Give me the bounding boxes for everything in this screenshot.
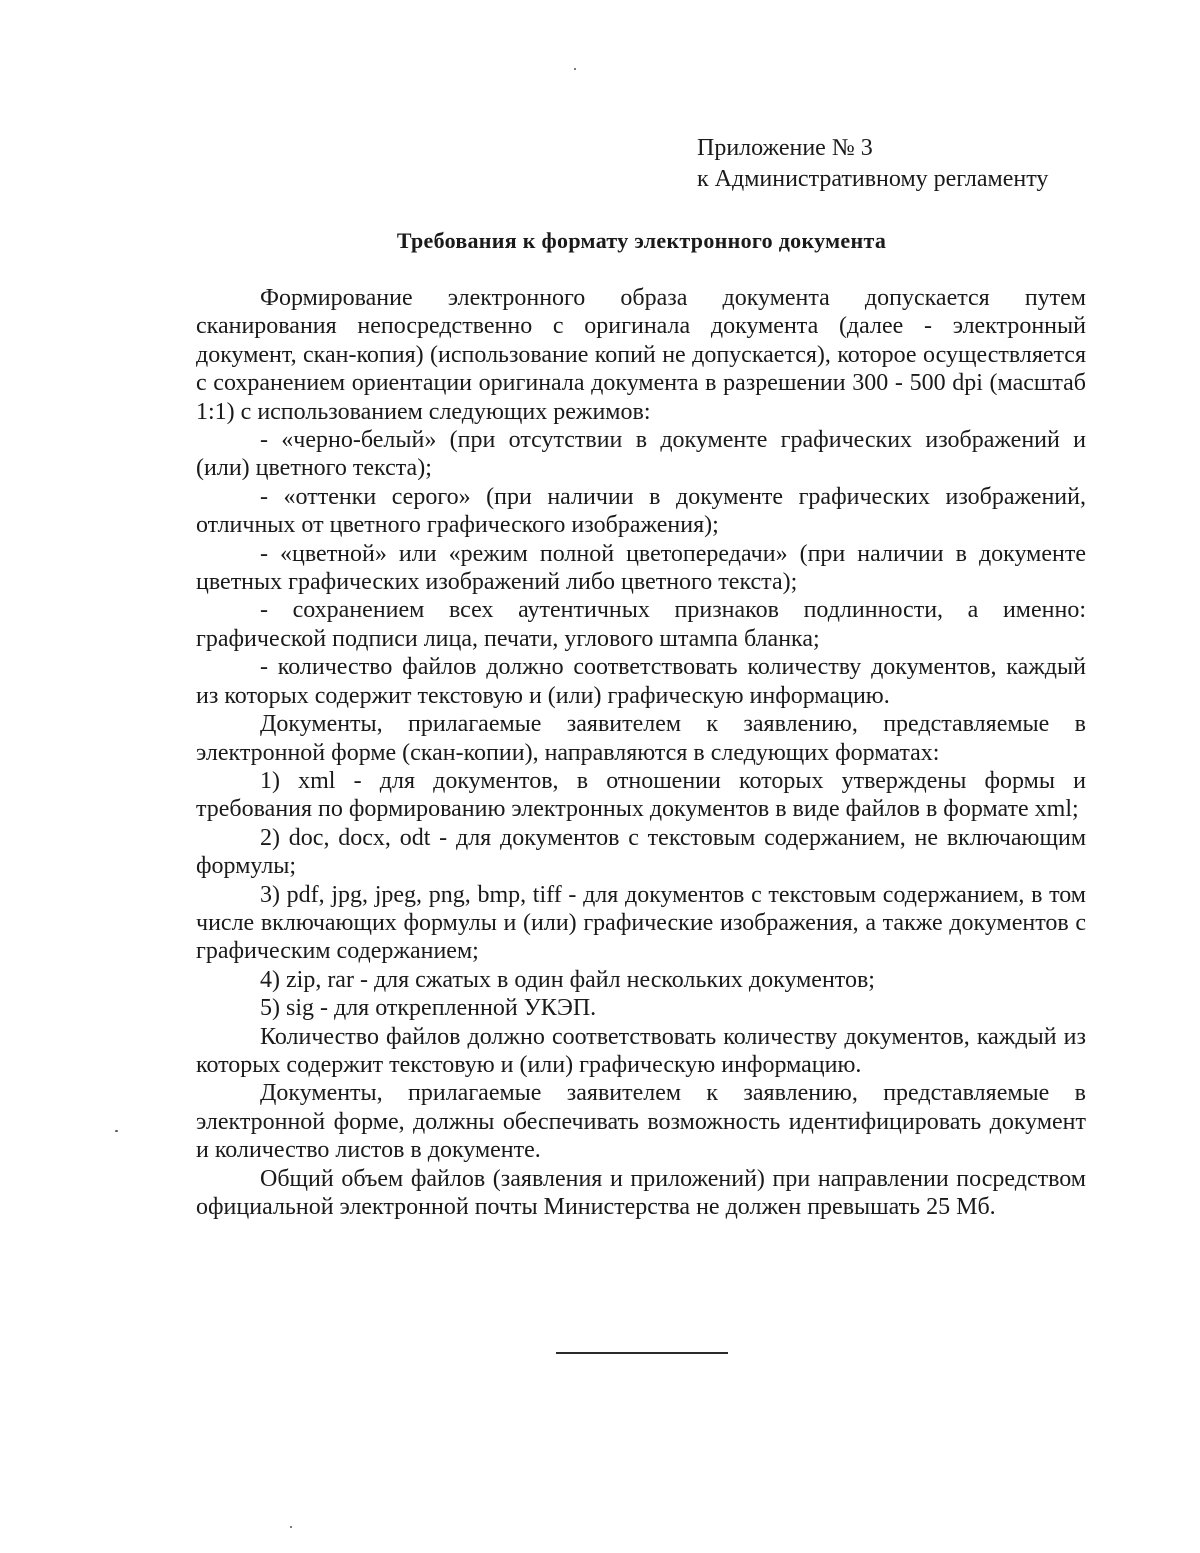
- paragraph: Количество файлов должно соответствовать количеству документов, каждый из которых содержит текстовую и (или) графическую информацию.: [196, 1023, 1086, 1078]
- appendix-header: [697, 133, 1048, 195]
- scan-speck: [290, 1526, 292, 1528]
- paragraph: - «черно-белый» (при отсутствии в документе графических изображений и (или) цветного текста);: [196, 427, 1086, 482]
- appendix-number: Приложение № 3: [697, 135, 873, 161]
- paragraph: Формирование электронного образа документа допускается путем сканирования непосредственно с оригинала документа (далее - электронный документ, скан-копия) (использование копий не допускается), которое осуществляется с сохранением ориентации оригинала документа в разрешении 300 - 500 dpi (масштаб 1:1) с использованием следующих режимов:: [196, 285, 1086, 425]
- paragraph: Документы, прилагаемые заявителем к заявлению, представляемые в электронной форме, должны обеспечивать возможность идентифицировать документ и количество листов в документе.: [196, 1080, 1086, 1164]
- closing-rule: [556, 1352, 728, 1354]
- paragraph: 1) xml - для документов, в отношении которых утверждены формы и требования по формированию электронных документов в виде файлов в формате xml;: [196, 767, 1086, 823]
- paragraph: 4) zip, rar - для сжатых в один файл нескольких документов;: [260, 966, 875, 993]
- paragraph: 5) sig - для открепленной УКЭП.: [260, 995, 597, 1022]
- document-body: [196, 284, 1086, 1221]
- document-title: Требования к формату электронного документа: [396, 228, 887, 253]
- paragraph: - сохранением всех аутентичных признаков подлинности, а именно: графической подписи лица, печати, углового штампа бланка;: [196, 597, 1086, 652]
- scan-speck: [115, 1130, 118, 1132]
- paragraph: Документы, прилагаемые заявителем к заявлению, представляемые в электронной форме (скан-копии), направляются в следующих форматах:: [196, 711, 1086, 766]
- paragraph: - количество файлов должно соответствовать количеству документов, каждый из которых содержит текстовую и (или) графическую информацию.: [196, 654, 1086, 709]
- scan-speck: [574, 68, 576, 70]
- paragraph: - «цветной» или «режим полной цветопередачи» (при наличии в документе цветных графических изображений либо цветного текста);: [196, 540, 1086, 596]
- paragraph: 2) doc, docx, odt - для документов с текстовым содержанием, не включающим формулы;: [196, 824, 1086, 880]
- paragraph: 3) pdf, jpg, jpeg, png, bmp, tiff - для документов с текстовым содержанием, в том числе включающих формулы и (или) графические изображения, а также документов с графическим содержанием;: [196, 881, 1086, 965]
- appendix-reference: к Административному регламенту: [697, 166, 1049, 192]
- paragraph: Общий объем файлов (заявления и приложений) при направлении посредством официальной электронной почты Министерства не должен превышать 25 Мб.: [196, 1165, 1086, 1220]
- paragraph: - «оттенки серого» (при наличии в документе графических изображений, отличных от цветного графического изображения);: [196, 483, 1086, 539]
